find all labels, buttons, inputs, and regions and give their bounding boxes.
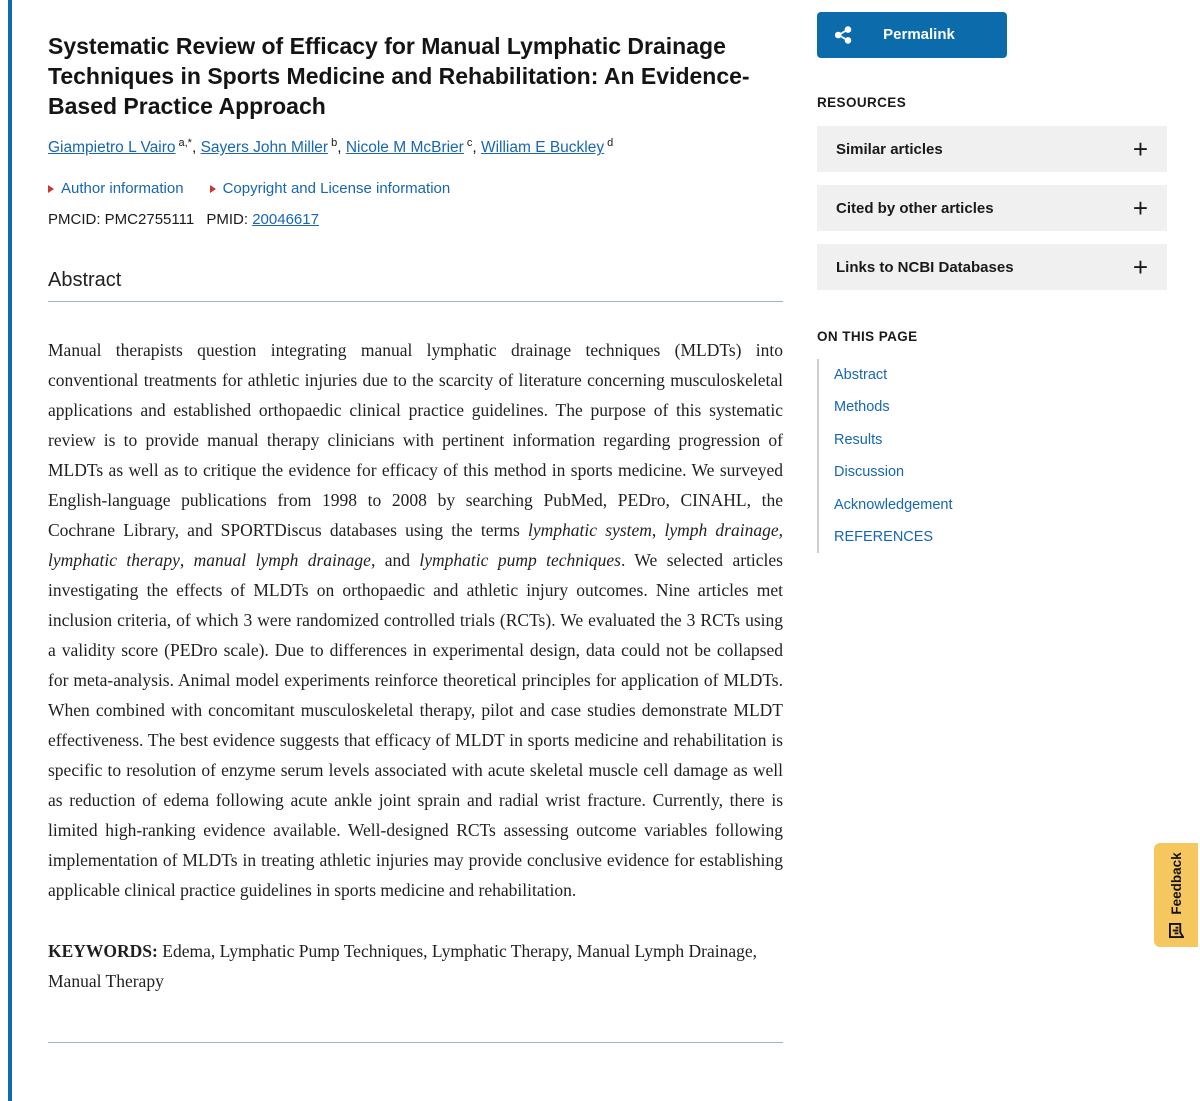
red-triangle-icon (210, 185, 216, 193)
abstract-search-term: lymphatic therapy (48, 550, 180, 571)
resources-accordion-list (817, 126, 1167, 290)
plus-icon: + (1132, 134, 1148, 164)
article-ids (48, 211, 783, 228)
sidebar (817, 12, 1167, 553)
on-this-page-heading: ON THIS PAGE (817, 329, 918, 344)
permalink-button[interactable] (817, 12, 1007, 58)
permalink-label: Permalink (883, 26, 955, 43)
accordion-label: Similar articles (836, 140, 943, 158)
accordion-similar-articles[interactable] (817, 126, 1167, 172)
nav-link-methods[interactable]: Methods (834, 399, 890, 416)
feedback-label: Feedback (1168, 852, 1184, 915)
nav-link-results[interactable]: Results (834, 431, 883, 448)
author-information-label: Author information (61, 180, 184, 198)
keywords-label: KEYWORDS: (48, 941, 158, 962)
pmid-link[interactable]: 20046617 (252, 211, 319, 229)
pmid-label: PMID: (206, 211, 249, 229)
accordion-label: Links to NCBI Databases (836, 258, 1014, 276)
plus-icon: + (1132, 252, 1148, 282)
article-info-links (48, 180, 783, 197)
author-separator: , (337, 139, 346, 157)
feedback-icon (1169, 923, 1184, 938)
abstract-search-term: manual lymph drainage (193, 550, 371, 571)
abstract-search-term: lymphatic pump techniques (419, 550, 621, 571)
share-icon (834, 26, 852, 44)
accordion-ncbi-links[interactable] (817, 244, 1167, 290)
pmcid-label: PMCID: (48, 211, 101, 229)
keywords-text: Edema, Lymphatic Pump Techniques, Lymphatic Therapy, Manual Lymph Drainage, Manual Therapy (48, 941, 758, 992)
abstract-text: Manual therapists question integrating manual lymphatic drainage techniques (MLDTs) into conventional treatments for athletic injuries due to the scarcity of literature concerning musculoskeletal applications and established orthopaedic clinical practice guidelines. The purpose of this systematic review is to provide manual therapy clinicians with pertinent information regarding progression of MLDTs as well as to critique the evidence for efficacy of this method in sports medicine. We surveyed English-language publications from 1998 to 2008 by searching PubMed, PEDro, CINAHL, the Cochrane Library, and SPORTDiscus databases using the terms (48, 340, 783, 541)
resources-heading: RESOURCES (817, 95, 907, 110)
abstract-text: , (651, 520, 665, 541)
pmcid-value: PMC2755111 (104, 211, 195, 229)
plus-icon: + (1132, 193, 1148, 223)
abstract-search-term: lymphatic system (527, 520, 652, 541)
author-separator: , (472, 139, 481, 157)
author (481, 139, 613, 156)
authors-line (48, 137, 783, 157)
author (48, 139, 201, 156)
keywords-paragraph (48, 936, 783, 996)
author-superscript: a,* (178, 137, 192, 149)
author-link[interactable]: Giampietro L Vairo (48, 139, 176, 157)
abstract-text: , (778, 520, 783, 541)
nav-link-references[interactable]: REFERENCES (834, 529, 934, 546)
author-separator: , (191, 139, 201, 157)
section-divider (48, 1042, 783, 1043)
abstract-search-term: lymph drainage (664, 520, 779, 541)
author-link[interactable]: Nicole M McBrier (345, 139, 464, 157)
author-superscript: b (331, 137, 338, 149)
author (346, 139, 481, 156)
abstract-paragraph (48, 335, 783, 905)
nav-link-discussion[interactable]: Discussion (834, 464, 905, 481)
copyright-license-label: Copyright and License information (222, 180, 451, 198)
abstract-section-heading: Abstract (48, 269, 783, 302)
author-information-link[interactable] (48, 180, 184, 197)
abstract-text: , and (370, 550, 420, 571)
pmcid-group (48, 211, 194, 228)
author-superscript: d (607, 137, 614, 149)
page-left-accent-bar (8, 0, 12, 1101)
author (201, 139, 346, 156)
accordion-label: Cited by other articles (836, 199, 994, 217)
copyright-license-link[interactable] (210, 180, 451, 197)
nav-link-abstract[interactable]: Abstract (834, 367, 888, 383)
feedback-button[interactable] (1154, 843, 1198, 947)
author-link[interactable]: Sayers John Miller (200, 139, 329, 157)
article-main-column (48, 0, 783, 1043)
nav-link-acknowledgement[interactable]: Acknowledgement (834, 496, 953, 513)
red-triangle-icon (48, 185, 54, 193)
article-title: Systematic Review of Efficacy for Manual Lymphatic Drainage Techniques in Sports Medicine and Rehabilitation: An Evidence-Based Practice Approach (48, 33, 750, 119)
abstract-text: . We selected articles investigating the effects of MLDTs on orthopaedic and athletic injury outcomes. Nine articles met inclusion criteria, of which 3 were randomized controlled trials (RCTs). We evaluated the 3 RCTs using a validity score (PEDro scale). Due to differences in experimental design, data could not be collapsed for meta-analysis. Animal model experiments reinforce theoretical principles for application of MLDTs. When combined with concomitant musculoskeletal therapy, pilot and case studies demonstrate MLDT effectiveness. The best evidence suggests that efficacy of MLDT in sports medicine and rehabilitation is specific to resolution of enzyme serum levels associated with acute skeletal muscle cell damage as well as reduction of edema following acute ankle joint sprain and radial wrist fracture. Currently, there is limited high-ranking evidence available. Well-designed RCTs assessing outcome variables following implementation of MLDTs in treating athletic injuries may provide conclusive evidence for establishing applicable clinical practice guidelines in sports medicine and rehabilitation. (48, 550, 783, 901)
author-link[interactable]: William E Buckley (480, 139, 605, 157)
feedback-inner (1154, 843, 1198, 947)
pmid-group (206, 211, 319, 228)
accordion-cited-by[interactable] (817, 185, 1167, 231)
abstract-text: , (179, 550, 194, 571)
on-this-page-nav (817, 359, 1167, 553)
author-superscript: c (466, 137, 473, 149)
